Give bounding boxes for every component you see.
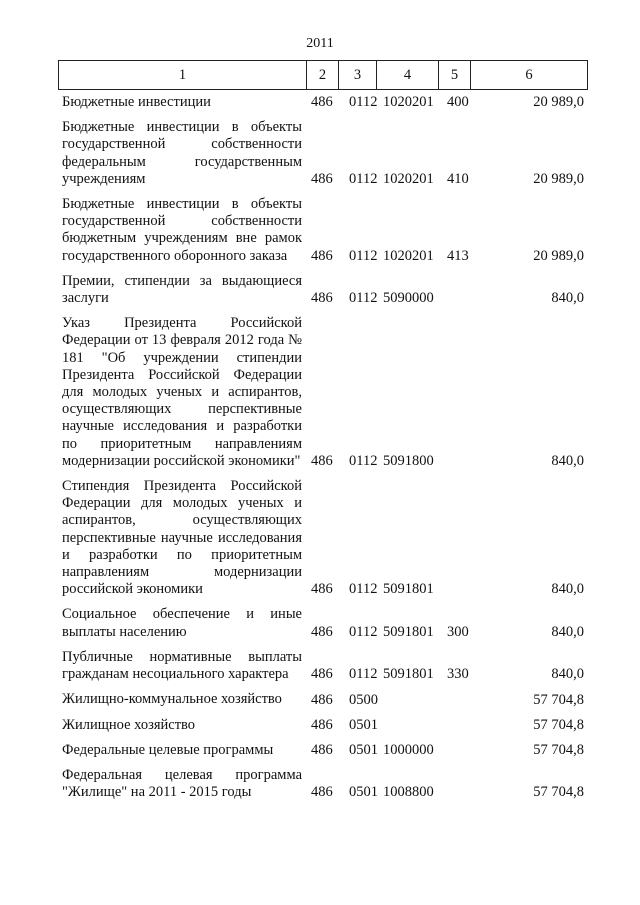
row-name: Указ Президента Российской Федерации от 13 февраля 2012 года № 181 "Об учреждении стипендии Президента Российской Федерации для молодых ученых и аспирантов, осуществляющих перспективные научные исследования и разработки по приоритетным направлениям модернизации российской экономики" <box>62 315 302 469</box>
row-col5: 300 <box>447 623 469 640</box>
row-col4: 5091801 <box>383 623 434 640</box>
row-col2: 486 <box>311 171 333 188</box>
row-name: Социальное обеспечение и иные выплаты населению <box>62 606 302 640</box>
table-row <box>62 315 588 470</box>
row-col6: 840,0 <box>551 453 584 470</box>
table-row <box>62 767 588 801</box>
table-row <box>62 742 588 759</box>
column-header-2: 2 <box>307 61 339 89</box>
column-header-1: 1 <box>59 61 307 89</box>
table-row <box>62 478 588 598</box>
row-col4: 1020201 <box>383 171 434 188</box>
row-col6: 20 989,0 <box>533 171 584 188</box>
table-body <box>62 92 588 809</box>
row-col6: 840,0 <box>551 581 584 598</box>
row-col2: 486 <box>311 741 333 758</box>
row-col2: 486 <box>311 623 333 640</box>
row-name: Бюджетные инвестиции в объекты государственной собственности федеральным государственным учреждениям <box>62 119 302 187</box>
row-name: Федеральные целевые программы <box>62 741 274 758</box>
row-name: Федеральная целевая программа "Жилище" на 2011 - 2015 годы <box>62 766 302 801</box>
table-row <box>62 649 588 683</box>
row-col2: 486 <box>311 290 333 307</box>
table-row <box>62 196 588 265</box>
row-col3: 0501 <box>349 741 378 758</box>
row-col5: 413 <box>447 247 469 264</box>
row-col3: 0501 <box>349 716 378 733</box>
table-row <box>62 273 588 307</box>
row-col3: 0112 <box>349 666 378 683</box>
row-name: Бюджетные инвестиции <box>62 94 211 110</box>
row-col4: 5091800 <box>383 453 434 470</box>
row-col4: 1008800 <box>383 784 434 801</box>
row-col3: 0112 <box>349 453 378 470</box>
row-col6: 840,0 <box>551 666 584 683</box>
row-col4: 5091801 <box>383 581 434 598</box>
row-name: Жилищно-коммунальное хозяйство <box>62 691 282 708</box>
row-col2: 486 <box>311 716 333 733</box>
row-col3: 0112 <box>349 581 378 598</box>
row-name: Стипендия Президента Российской Федерации для молодых ученых и аспирантов, осуществляющих перспективные научные исследования и разработки по приоритетным направлениям модернизации российской экономики <box>62 478 302 598</box>
row-col2: 486 <box>311 581 333 598</box>
row-col3: 0500 <box>349 691 378 708</box>
row-col6: 20 989,0 <box>533 94 584 111</box>
table-row <box>62 94 588 111</box>
row-col5: 410 <box>447 171 469 188</box>
row-col5: 400 <box>447 94 469 111</box>
table-row <box>62 606 588 640</box>
row-col6: 20 989,0 <box>533 247 584 264</box>
row-col2: 486 <box>311 94 333 111</box>
table-header <box>58 60 588 90</box>
column-header-3: 3 <box>339 61 377 89</box>
row-col3: 0112 <box>349 290 378 307</box>
row-col4: 1020201 <box>383 94 434 111</box>
row-col3: 0112 <box>349 247 378 264</box>
row-col6: 57 704,8 <box>533 741 584 758</box>
row-col6: 57 704,8 <box>533 716 584 733</box>
table-row <box>62 119 588 188</box>
row-col5: 330 <box>447 666 469 683</box>
row-col2: 486 <box>311 691 333 708</box>
column-header-4: 4 <box>377 61 439 89</box>
row-col6: 840,0 <box>551 623 584 640</box>
row-col2: 486 <box>311 247 333 264</box>
row-col4: 1000000 <box>383 741 434 758</box>
row-col4: 1020201 <box>383 247 434 264</box>
row-name: Публичные нормативные выплаты гражданам несоциального характера <box>62 648 302 683</box>
row-col2: 486 <box>311 784 333 801</box>
row-col4: 5090000 <box>383 290 434 307</box>
row-name: Премии, стипендии за выдающиеся заслуги <box>62 272 302 307</box>
row-col3: 0112 <box>349 623 378 640</box>
table-row <box>62 691 588 708</box>
row-col6: 840,0 <box>551 290 584 307</box>
table-row <box>62 717 588 734</box>
row-col6: 57 704,8 <box>533 784 584 801</box>
column-header-6: 6 <box>525 67 533 83</box>
row-col4: 5091801 <box>383 666 434 683</box>
page-number: 2011 <box>306 36 334 51</box>
row-col2: 486 <box>311 666 333 683</box>
row-col3: 0501 <box>349 784 378 801</box>
row-col6: 57 704,8 <box>533 691 584 708</box>
row-col3: 0112 <box>349 171 378 188</box>
row-name: Бюджетные инвестиции в объекты государственной собственности бюджетным учреждениям вне рамок государственного оборонного заказа <box>62 196 302 264</box>
column-header-5: 5 <box>439 61 471 89</box>
row-name: Жилищное хозяйство <box>62 716 196 733</box>
row-col3: 0112 <box>349 94 378 111</box>
row-col2: 486 <box>311 453 333 470</box>
